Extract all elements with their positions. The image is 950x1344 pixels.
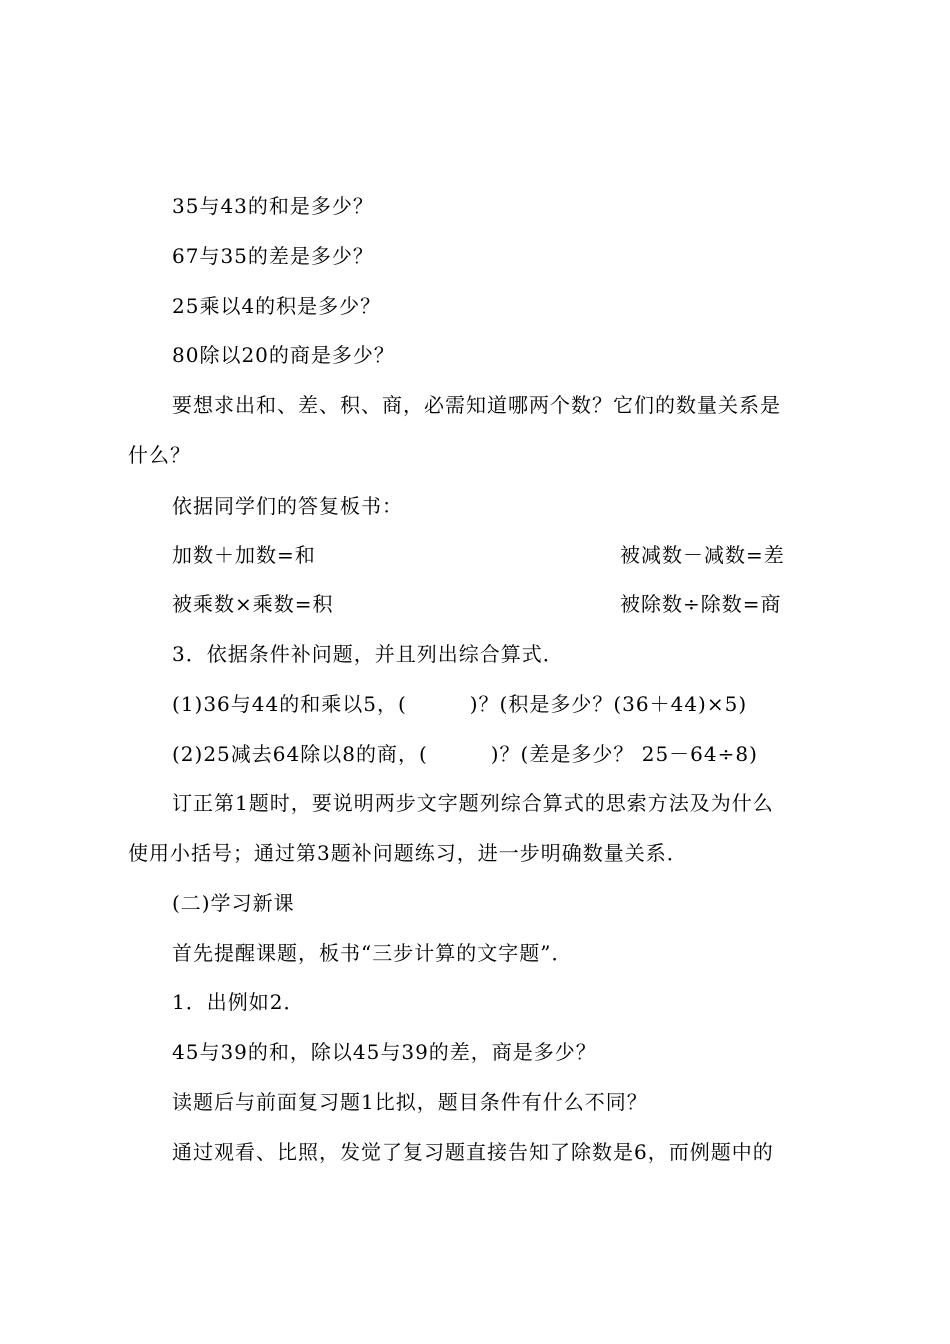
paragraph-line: 通过观看、比照，发觉了复习题直接告知了除数是6，而例题中的: [172, 1140, 774, 1164]
paragraph-line: 使用小括号；通过第3题补问题练习，进一步明确数量关系．: [128, 841, 688, 865]
paragraph-line: 首先提醒课题，板书“三步计算的文字题”．: [172, 941, 573, 965]
paragraph-line: 45与39的和，除以45与39的差，商是多少？: [172, 1040, 597, 1064]
paragraph-line: 要想求出和、差、积、商，必需知道哪两个数？它们的数量关系是: [172, 393, 781, 417]
paragraph-line: 订正第1题时，要说明两步文字题列综合算式的思索方法及为什么: [172, 791, 774, 815]
paragraph-line: 67与35的差是多少？: [172, 244, 374, 268]
paragraph-line: (2)25减去64除以8的商，( )？(差是多少？ 25－64÷8): [172, 742, 758, 766]
paragraph-line: 什么？: [128, 443, 191, 467]
paragraph-line: 80除以20的商是多少？: [172, 343, 395, 367]
paragraph-line: 35与43的和是多少？: [172, 194, 374, 218]
formula-right: 被除数÷除数=商: [620, 592, 782, 616]
paragraph-line: 3．依据条件补问题，并且列出综合算式．: [172, 642, 564, 666]
formula-left: 加数＋加数=和: [172, 543, 316, 567]
section-heading: (二)学习新课: [172, 891, 295, 915]
paragraph-line: 1．出例如2．: [172, 990, 305, 1014]
formula-right: 被减数－减数=差: [620, 543, 785, 567]
formula-left: 被乘数×乘数=积: [172, 592, 334, 616]
paragraph-line: (1)36与44的和乘以5，( )？(积是多少？(36＋44)×5): [172, 692, 748, 716]
paragraph-line: 25乘以4的积是多少？: [172, 294, 382, 318]
paragraph-line: 依据同学们的答复板书：: [172, 494, 403, 518]
paragraph-line: 读题后与前面复习题1比拟，题目条件有什么不同？: [172, 1090, 648, 1114]
